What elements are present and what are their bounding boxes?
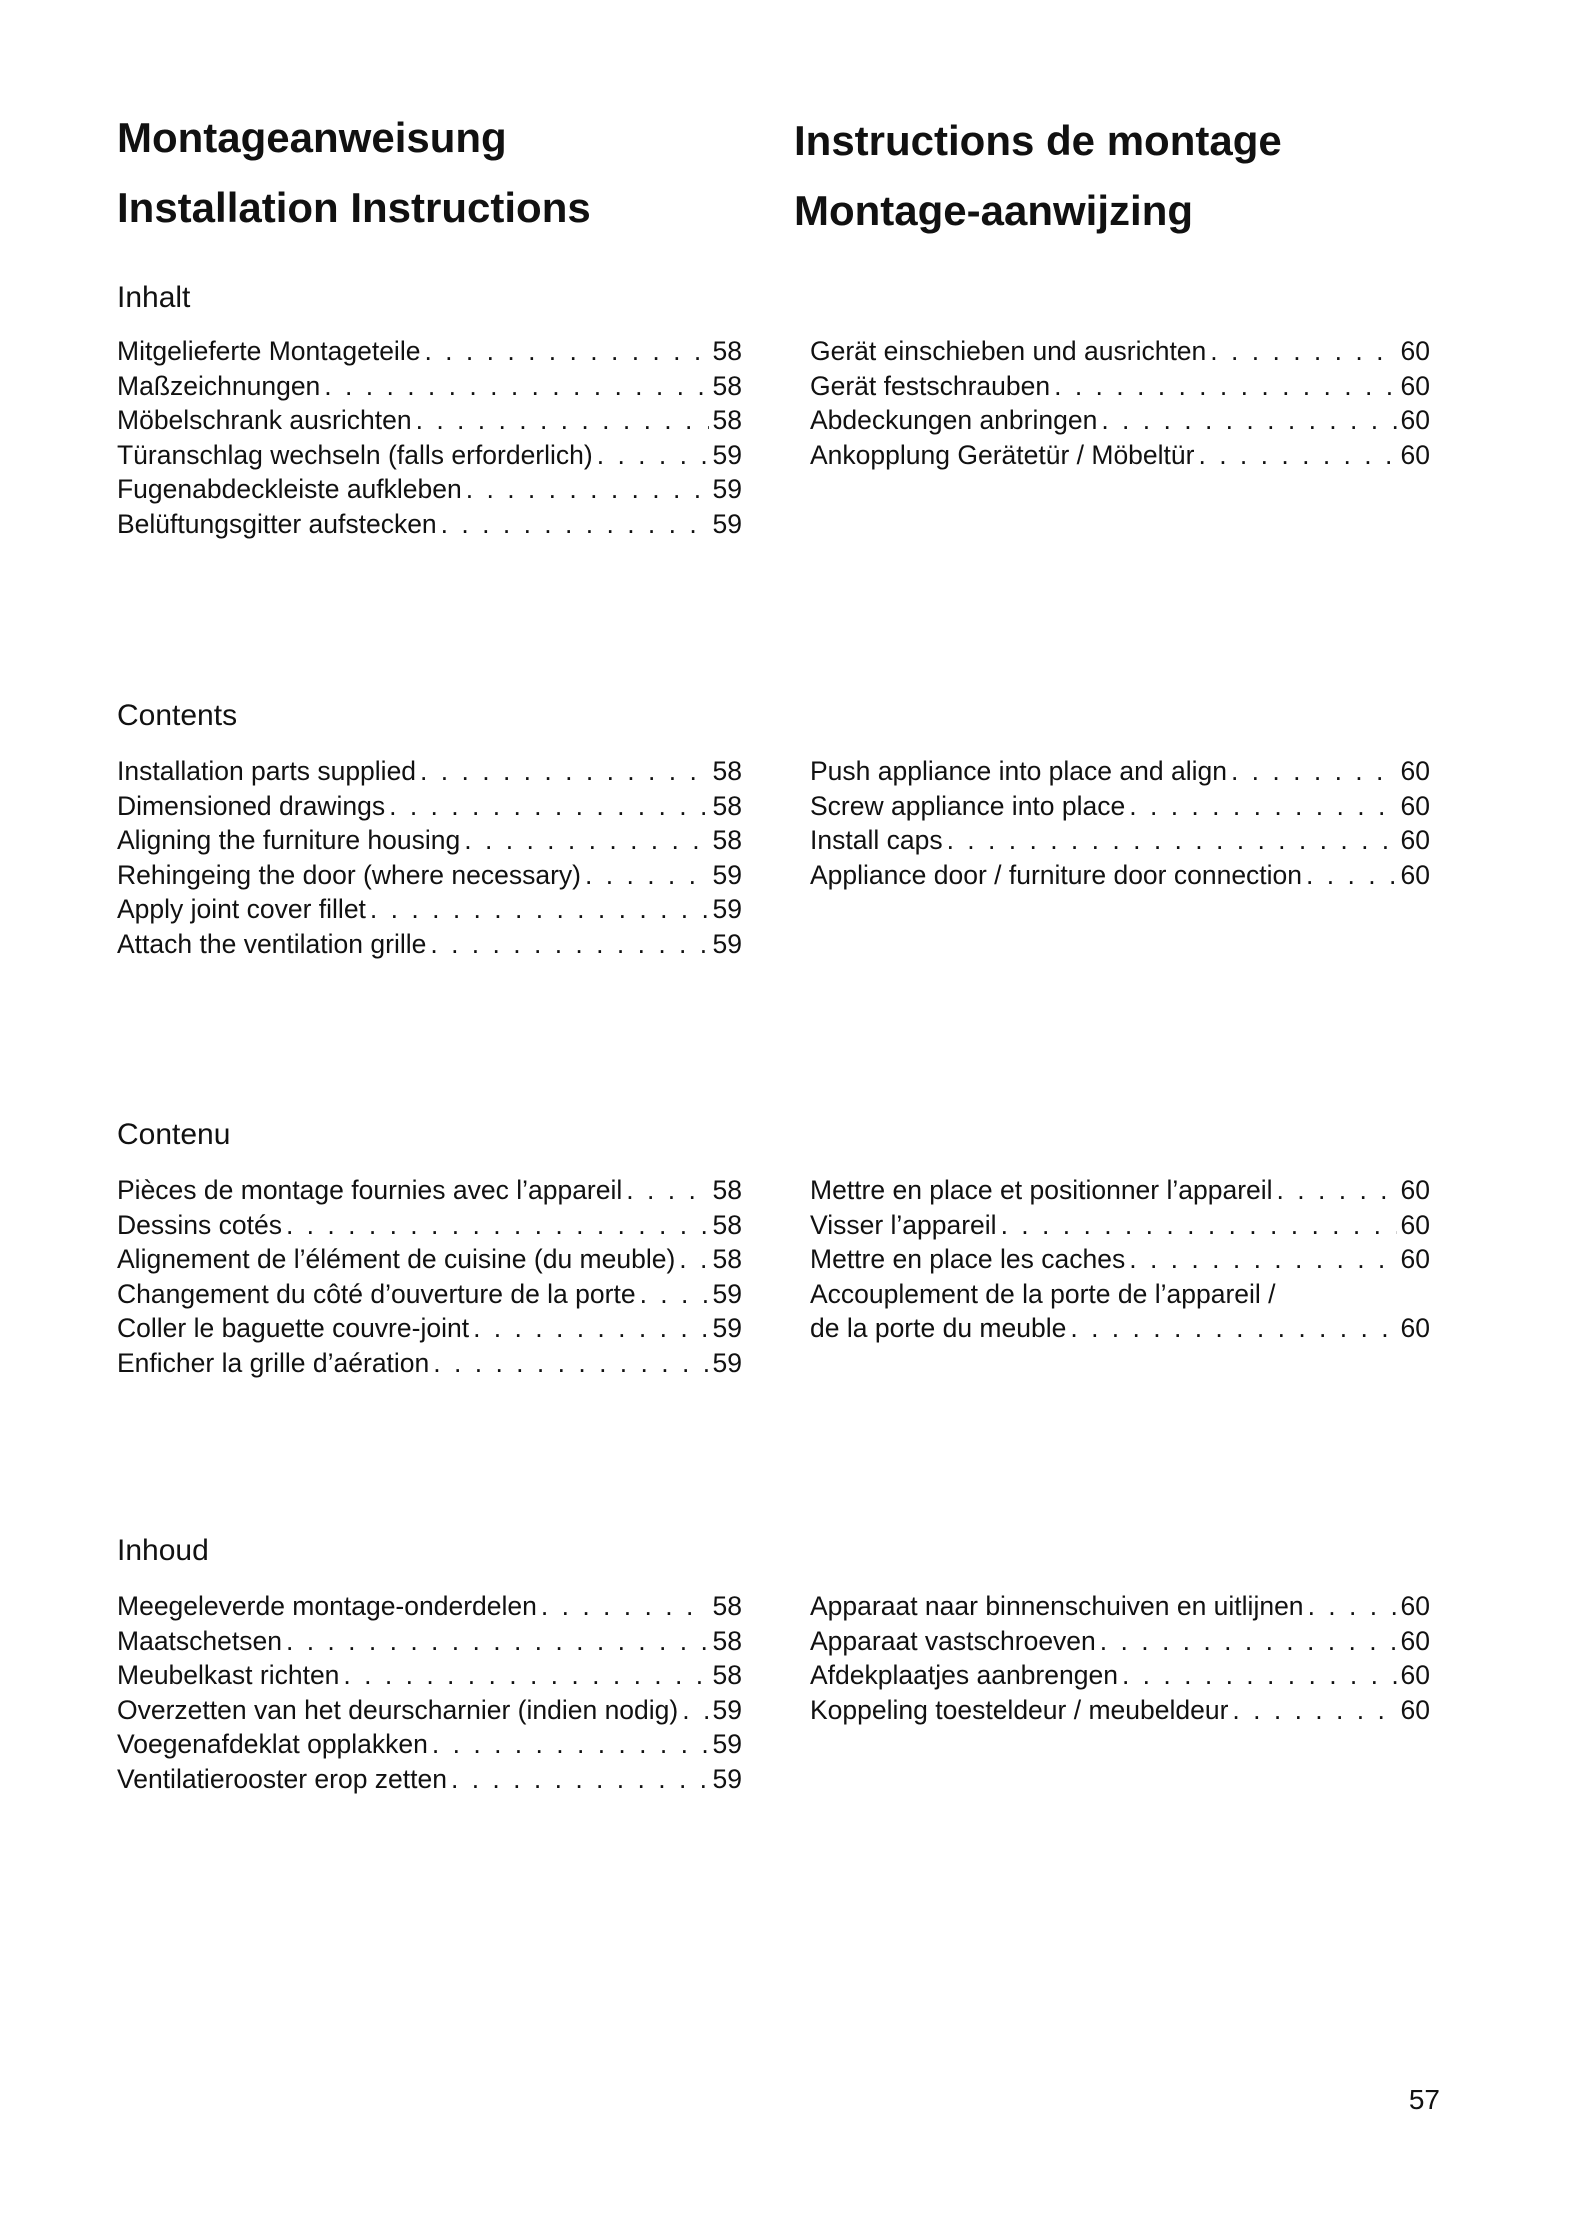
toc-entry <box>117 754 742 789</box>
toc-entry-page: 59 <box>712 439 742 470</box>
toc-entry-page: 60 <box>1400 1625 1430 1656</box>
toc-entry-page: 58 <box>712 405 742 435</box>
toc-dot-leader <box>430 927 708 962</box>
toc-entry-label: Möbelschrank ausrichten <box>117 405 412 435</box>
section-heading: Contents <box>117 699 238 732</box>
toc-entry-page: 60 <box>1400 1591 1430 1621</box>
toc-entry-label: Visser l’appareil <box>810 1209 997 1240</box>
toc-entry-label: Gerät festschrauben <box>810 370 1051 401</box>
toc-entry-page: 58 <box>712 825 742 855</box>
toc-entry-label: Türanschlag wechseln (falls erforderlich) <box>117 439 593 470</box>
toc-entry-label: Apparaat vastschroeven <box>810 1625 1096 1656</box>
toc-dot-leader <box>541 1589 709 1624</box>
toc-entry-page: 58 <box>712 1175 742 1205</box>
toc-dot-leader <box>1054 369 1396 404</box>
toc-entry-label: Abdeckungen anbringen <box>810 405 1098 435</box>
toc-entry-page: 58 <box>712 1660 742 1690</box>
toc-dot-leader <box>1198 438 1396 473</box>
toc-entry-page: 59 <box>712 928 742 959</box>
toc-dot-leader <box>626 1173 708 1208</box>
toc-dot-leader <box>585 858 709 893</box>
toc-dot-leader <box>432 1727 709 1762</box>
toc-dot-leader <box>466 472 709 507</box>
section-heading: Contenu <box>117 1118 231 1151</box>
toc-entry <box>117 1589 742 1624</box>
toc-entry <box>810 334 1430 369</box>
toc-entry <box>117 858 742 893</box>
toc-entry-label: Pièces de montage fournies avec l’appareil <box>117 1175 623 1205</box>
toc-entry-label: Koppeling toesteldeur / meubeldeur <box>810 1694 1229 1725</box>
toc-entry-page: 58 <box>712 1625 742 1656</box>
toc-column-left <box>117 1589 742 1796</box>
toc-entry <box>810 369 1430 404</box>
toc-entry-page: 60 <box>1400 1209 1430 1240</box>
toc-entry-page: 59 <box>712 474 742 504</box>
toc-entry-page: 59 <box>712 859 742 890</box>
toc-dot-leader <box>1001 1208 1397 1243</box>
toc-entry <box>117 789 742 824</box>
toc-entry-label: Dessins cotés <box>117 1209 282 1240</box>
toc-entry-label: Rehingeing the door (where necessary) <box>117 859 582 890</box>
toc-entry <box>117 1658 742 1693</box>
toc-entry <box>117 472 742 507</box>
toc-column-left <box>117 754 742 961</box>
toc-dot-leader <box>1232 1693 1396 1728</box>
toc-dot-leader <box>1306 858 1396 893</box>
toc-entry <box>117 1727 742 1762</box>
toc-entry-label: Dimensioned drawings <box>117 790 386 821</box>
toc-entry-page: 60 <box>1400 336 1430 366</box>
toc-entry <box>810 823 1430 858</box>
toc-entry-page: 60 <box>1400 405 1430 435</box>
toc-entry <box>810 1208 1430 1243</box>
toc-entry-page: 59 <box>712 1313 742 1343</box>
toc-entry-label: Maßzeichnungen <box>117 370 321 401</box>
toc-dot-leader <box>1277 1173 1397 1208</box>
toc-entry-page: 59 <box>712 1347 742 1378</box>
toc-entry-label: Attach the ventilation grille <box>117 928 427 959</box>
toc-entry <box>117 507 742 542</box>
toc-entry-page: 58 <box>712 756 742 786</box>
toc-entry <box>810 1173 1430 1208</box>
toc-entry-page: 58 <box>712 1244 742 1274</box>
toc-entry-label: Belüftungsgitter aufstecken <box>117 508 437 539</box>
toc-entry <box>117 1242 742 1277</box>
toc-entry-page: 59 <box>712 1763 742 1794</box>
toc-entry-label: Mettre en place les caches <box>810 1244 1126 1274</box>
toc-entry-page: 60 <box>1400 1244 1430 1274</box>
toc-entry-page: 60 <box>1400 859 1430 890</box>
section-heading: Inhalt <box>117 281 191 314</box>
toc-dot-leader <box>420 754 708 789</box>
toc-entry <box>810 858 1430 893</box>
toc-column-right <box>810 1173 1430 1346</box>
toc-dot-leader <box>389 789 708 824</box>
toc-entry-label: Maatschetsen <box>117 1625 282 1656</box>
toc-entry-label: Meegeleverde montage-onderdelen <box>117 1591 537 1621</box>
toc-entry-page: 60 <box>1400 756 1430 786</box>
toc-dot-leader <box>597 438 709 473</box>
title-dutch: Montage-aanwijzing <box>794 187 1193 234</box>
toc-entry <box>810 403 1430 438</box>
toc-entry-label: Enficher la grille d’aération <box>117 1347 430 1378</box>
toc-entry-label: Changement du côté d’ouverture de la porte <box>117 1278 636 1309</box>
toc-entry <box>810 1589 1430 1624</box>
toc-entry <box>117 403 742 438</box>
toc-entry <box>810 1624 1430 1659</box>
toc-entry-page: 60 <box>1400 790 1430 821</box>
toc-dot-leader <box>451 1762 709 1797</box>
toc-dot-leader <box>1070 1311 1396 1346</box>
toc-entry-page: 58 <box>712 1591 742 1621</box>
toc-dot-leader <box>1101 403 1396 438</box>
toc-entry <box>117 823 742 858</box>
toc-entry-label: de la porte du meuble <box>810 1313 1067 1343</box>
toc-dot-leader <box>640 1277 709 1312</box>
title-french: Instructions de montage <box>794 117 1282 164</box>
toc-entry-label: Meubelkast richten <box>117 1660 340 1690</box>
toc-entry-label: Coller le baguette couvre-joint <box>117 1313 470 1343</box>
toc-entry-page: 60 <box>1400 1313 1430 1343</box>
toc-entry-page: 58 <box>712 1209 742 1240</box>
toc-dot-leader <box>286 1208 709 1243</box>
toc-dot-leader <box>370 892 709 927</box>
toc-entry <box>810 789 1430 824</box>
toc-dot-leader <box>1129 1242 1396 1277</box>
toc-dot-leader <box>1100 1624 1397 1659</box>
toc-dot-leader <box>1129 789 1396 824</box>
toc-entry-label: Apparaat naar binnenschuiven en uitlijnen <box>810 1591 1304 1621</box>
toc-entry <box>117 892 742 927</box>
toc-entry-label: Aligning the furniture housing <box>117 825 461 855</box>
toc-entry-label: Alignement de l’élément de cuisine (du meuble) <box>117 1244 676 1274</box>
toc-dot-leader <box>1308 1589 1397 1624</box>
toc-entry-page: 60 <box>1400 825 1430 855</box>
toc-column-right <box>810 334 1430 472</box>
toc-entry <box>117 369 742 404</box>
toc-entry <box>117 1346 742 1381</box>
toc-entry <box>117 927 742 962</box>
toc-entry <box>810 438 1430 473</box>
toc-entry-page: 59 <box>712 508 742 539</box>
toc-dot-leader <box>682 1693 708 1728</box>
toc-entry <box>117 1693 742 1728</box>
toc-dot-leader <box>441 507 709 542</box>
toc-dot-leader <box>679 1242 708 1277</box>
toc-entry-label: Mettre en place et positionner l’appareil <box>810 1175 1273 1205</box>
toc-dot-leader <box>416 403 709 438</box>
toc-entry-label: Push appliance into place and align <box>810 756 1227 786</box>
toc-entry-label: Overzetten van het deurscharnier (indien nodig) <box>117 1694 679 1725</box>
toc-column-right <box>810 754 1430 892</box>
toc-entry-label: Installation parts supplied <box>117 756 417 786</box>
title-german: Montageanweisung <box>117 114 507 161</box>
toc-dot-leader <box>1231 754 1397 789</box>
toc-dot-leader <box>947 823 1397 858</box>
toc-entry-label: Fugenabdeckleiste aufkleben <box>117 474 462 504</box>
toc-entry <box>810 1242 1430 1277</box>
toc-entry-label: Appliance door / furniture door connection <box>810 859 1303 890</box>
toc-entry <box>810 1658 1430 1693</box>
toc-entry-page: 58 <box>712 790 742 821</box>
toc-entry-page: 60 <box>1400 1175 1430 1205</box>
toc-column-right <box>810 1589 1430 1727</box>
toc-entry <box>810 1693 1430 1728</box>
toc-entry <box>117 1624 742 1659</box>
toc-entry-label: Gerät einschieben und ausrichten <box>810 336 1207 366</box>
toc-entry <box>117 1311 742 1346</box>
toc-entry-label: Install caps <box>810 825 943 855</box>
toc-entry <box>117 1277 742 1312</box>
toc-dot-leader <box>464 823 708 858</box>
toc-dot-leader <box>343 1658 708 1693</box>
toc-entry-page: 59 <box>712 1729 742 1759</box>
toc-entry-page: 60 <box>1400 439 1430 470</box>
toc-entry-label: Afdekplaatjes aanbrengen <box>810 1660 1118 1690</box>
title-english: Installation Instructions <box>117 184 591 231</box>
toc-entry-page: 58 <box>712 370 742 401</box>
page-number: 57 <box>1408 2084 1440 2115</box>
toc-entry-page: 60 <box>1400 1660 1430 1690</box>
toc-entry-page: 58 <box>712 336 742 366</box>
toc-dot-leader <box>1122 1658 1397 1693</box>
toc-entry-label: Apply joint cover fillet <box>117 894 366 924</box>
toc-dot-leader <box>433 1346 708 1381</box>
toc-entry <box>117 438 742 473</box>
toc-entry <box>117 1173 742 1208</box>
toc-entry-page: 59 <box>712 894 742 924</box>
toc-entry <box>810 1277 1430 1312</box>
toc-entry-page: 59 <box>712 1694 742 1725</box>
toc-entry-page: 60 <box>1400 1694 1430 1725</box>
toc-entry <box>117 1762 742 1797</box>
toc-entry <box>810 1311 1430 1346</box>
toc-dot-leader <box>473 1311 708 1346</box>
toc-entry-label: Ankopplung Gerätetür / Möbeltür <box>810 439 1195 470</box>
toc-column-left <box>117 1173 742 1380</box>
toc-entry-label: Ventilatierooster erop zetten <box>117 1763 447 1794</box>
toc-entry <box>810 754 1430 789</box>
toc-dot-leader <box>1210 334 1396 369</box>
toc-entry-page: 60 <box>1400 370 1430 401</box>
toc-entry-label: Mitgelieferte Montageteile <box>117 336 421 366</box>
toc-entry <box>117 1208 742 1243</box>
toc-dot-leader <box>286 1624 709 1659</box>
toc-dot-leader <box>424 334 708 369</box>
section-heading: Inhoud <box>117 1534 209 1567</box>
toc-entry-label: Screw appliance into place <box>810 790 1126 821</box>
toc-dot-leader <box>324 369 708 404</box>
toc-entry-label: Accouplement de la porte de l’appareil / <box>810 1278 1276 1309</box>
toc-entry-label: Voegenafdeklat opplakken <box>117 1729 428 1759</box>
toc-entry-page: 59 <box>712 1278 742 1309</box>
toc-entry <box>117 334 742 369</box>
toc-column-left <box>117 334 742 541</box>
